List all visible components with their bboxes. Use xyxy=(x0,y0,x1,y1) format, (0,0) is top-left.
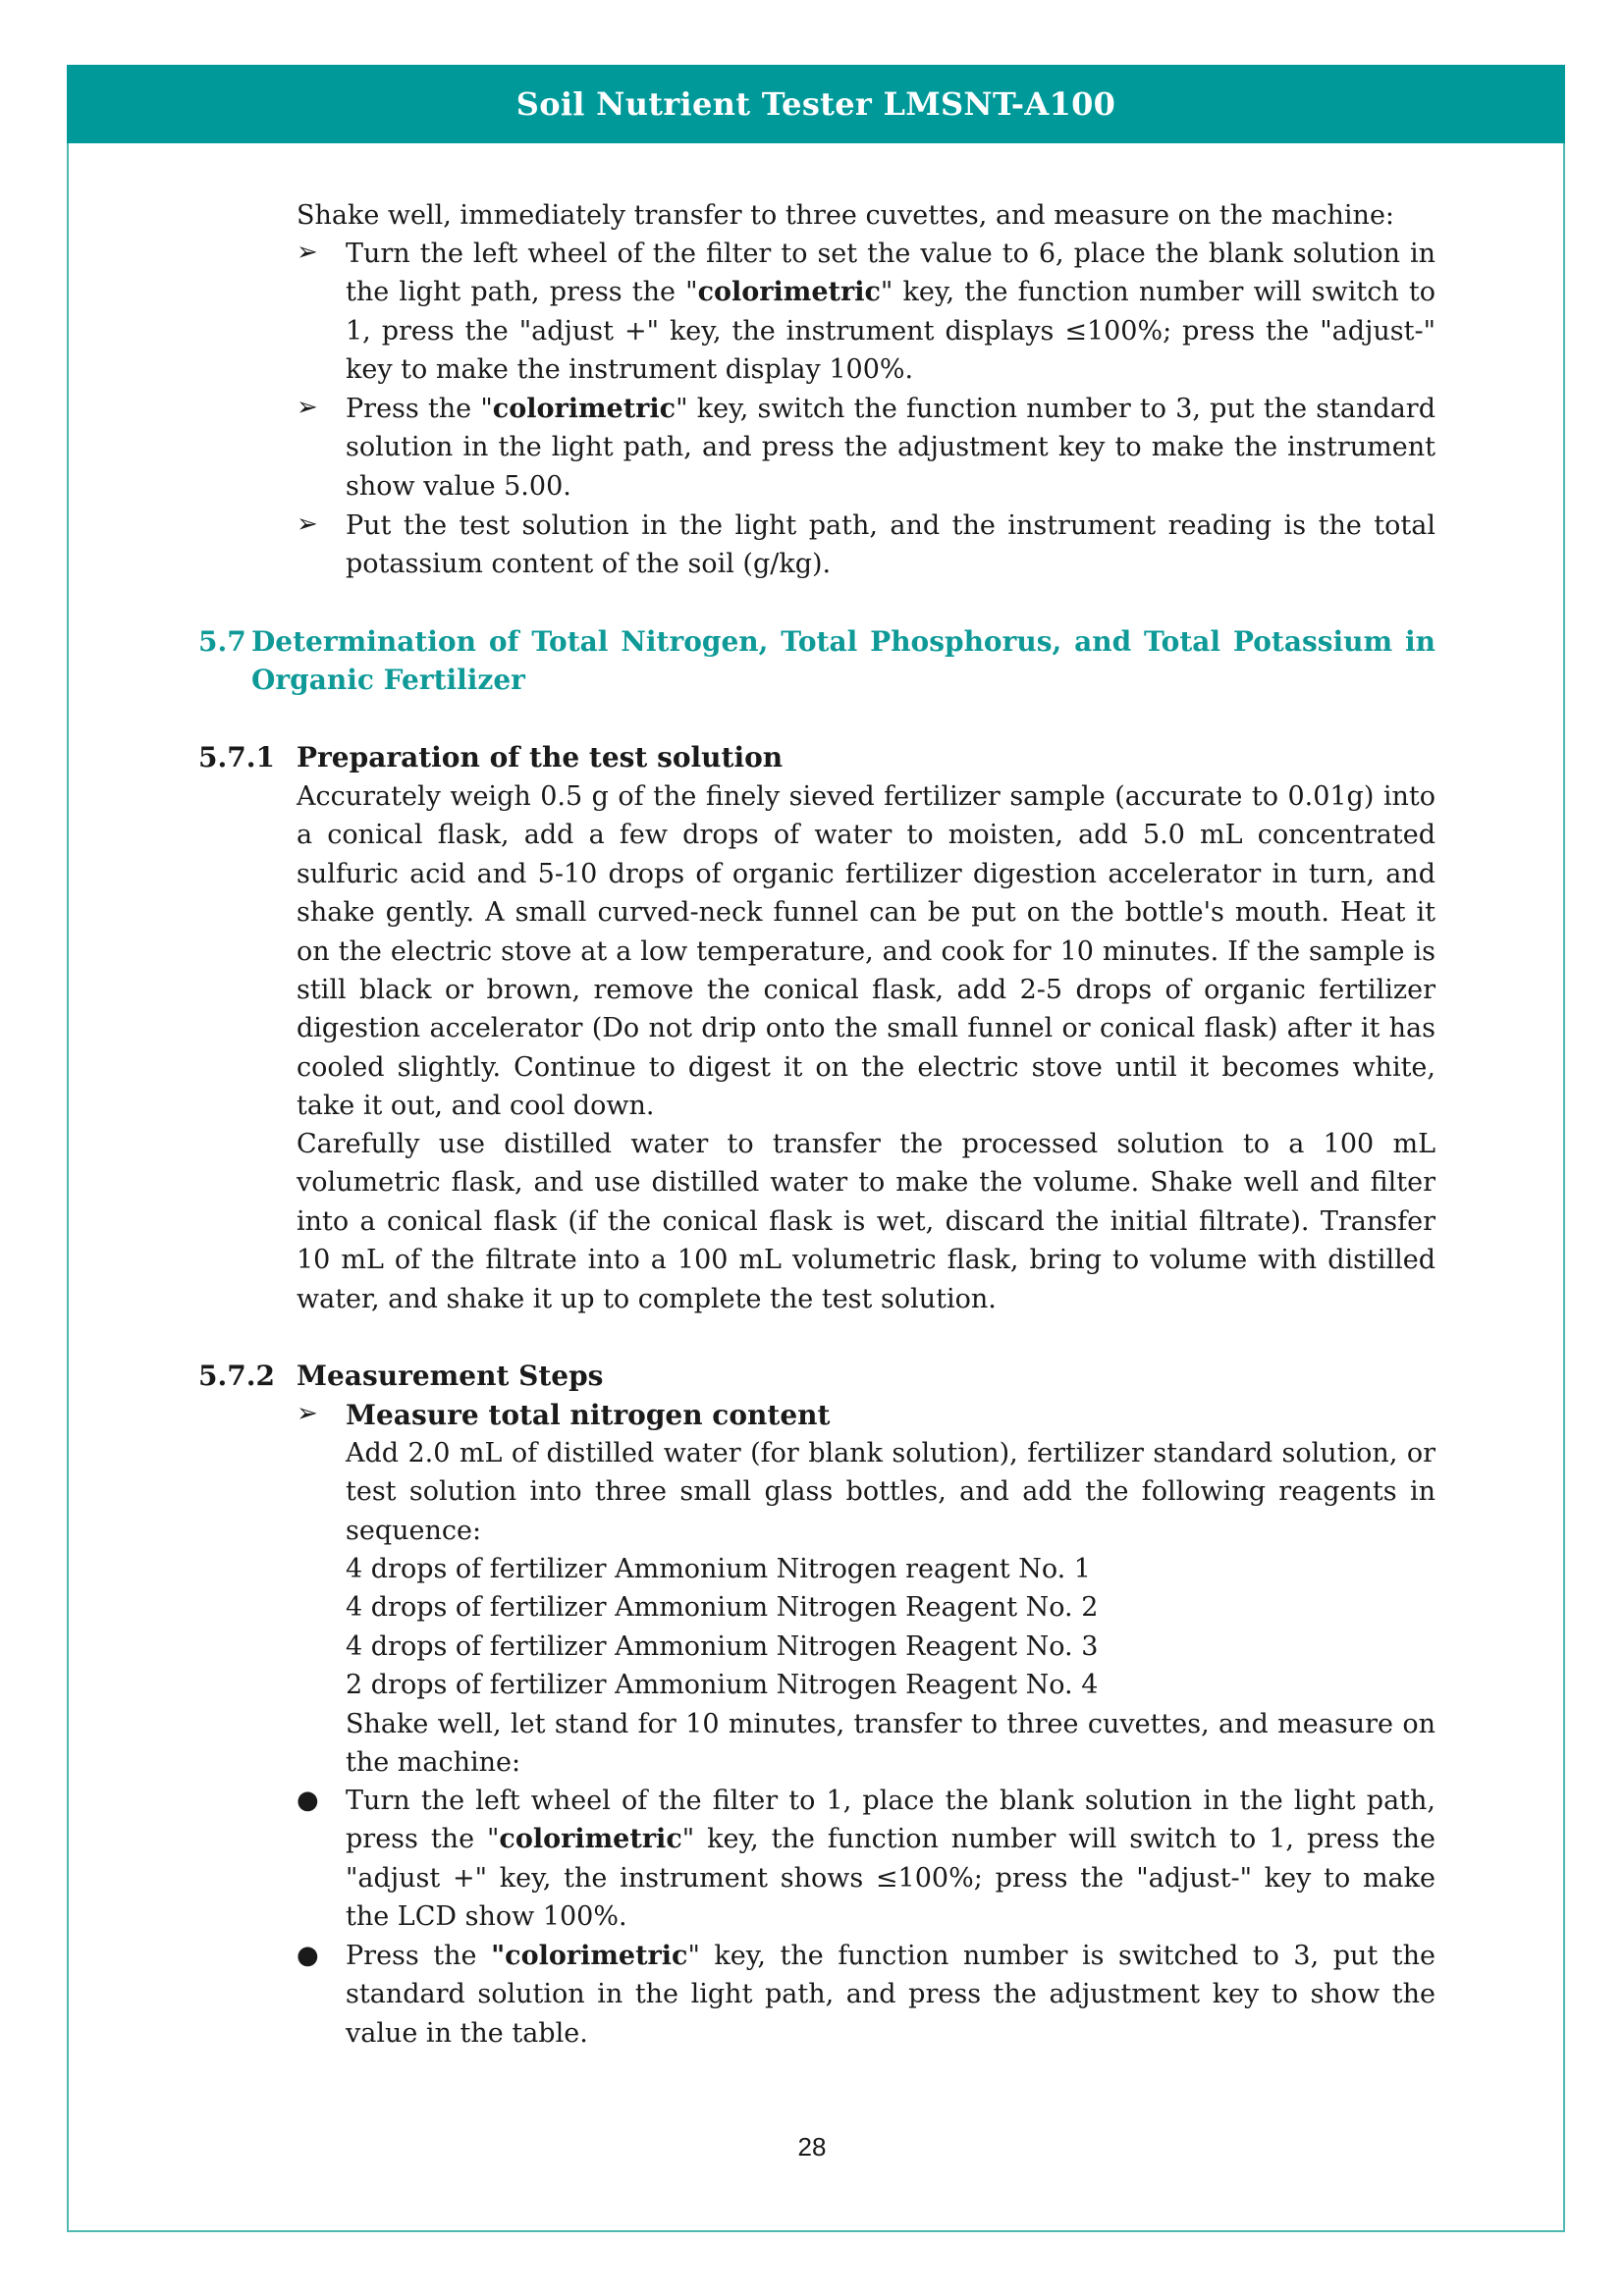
nitrogen-subtitle: Measure total nitrogen content xyxy=(346,1399,831,1431)
step-bold-keyword: colorimetric xyxy=(499,1824,682,1855)
nitrogen-step-2 xyxy=(346,1937,1435,2053)
arrowhead-bullet-icon: ➢ xyxy=(297,238,318,267)
potassium-step-1 xyxy=(346,235,1435,390)
step-text: Put the test solution in the light path, and the instrument reading is the total potassium content of the soil (g/kg). xyxy=(346,510,1435,580)
potassium-step-2 xyxy=(346,390,1435,506)
reagent-line: 4 drops of fertilizer Ammonium Nitrogen reagent No. 1 xyxy=(346,1554,1091,1584)
potassium-step-3 xyxy=(346,507,1435,584)
preparation-paragraph-1: Accurately weigh 0.5 g of the finely sieved fertilizer sample (accurate to 0.01g) into a conical flask, add a few drops of water to moisten, add 5.0 mL concentrated sulfuric acid and 5-10 drops of organic fertilizer digestion accelerator in turn, and shake gently. A small curved-neck funnel can be put on the bottle's mouth. Heat it on the electric stove at a low temperature, and cook for 10 minutes. If the sample is still black or brown, remove the conical flask, add 2-5 drops of organic fertilizer digestion accelerator (Do not drip onto the small funnel or conical flask) after it has cooled slightly. Continue to digest it on the electric stove until it becomes white, take it out, and cool down. xyxy=(297,781,1435,1122)
step-text: Press the " xyxy=(346,394,493,424)
step-text: " key, the function number will switch to 1, press the "adjust +" key, the instrument shows ≤100%; press the "adjust-" key to make the LCD show 100%. xyxy=(346,1824,1435,1933)
intro-text: Shake well, immediately transfer to three cuvettes, and measure on the machine: xyxy=(297,200,1395,231)
reagent-line: 4 drops of fertilizer Ammonium Nitrogen Reagent No. 3 xyxy=(346,1631,1099,1662)
round-bullet-icon: ● xyxy=(297,1786,319,1815)
step-text: " key, switch the function number to 3, put the standard solution in the light path, and press the adjustment key to make the instrument show value 5.00. xyxy=(346,394,1435,502)
arrowhead-bullet-icon: ➢ xyxy=(297,509,318,539)
nitrogen-step-1 xyxy=(346,1782,1435,1937)
section-5-7-1-number: 5.7.1 xyxy=(198,741,275,774)
page-header xyxy=(67,65,1565,143)
section-5-7-number: 5.7 xyxy=(198,625,246,658)
arrowhead-bullet-icon: ➢ xyxy=(297,393,318,422)
step-text: " key, the function number is switched to 3, put the standard solution in the light path, and press the adjustment key to show the value in the table. xyxy=(346,1941,1435,2049)
step-text: Turn the left wheel of the filter to set the value to 6, place the blank solution in the light path, press the " xyxy=(346,239,1435,308)
step-bold-keyword: colorimetric xyxy=(492,394,677,424)
reagent-line: 4 drops of fertilizer Ammonium Nitrogen Reagent No. 2 xyxy=(346,1592,1099,1623)
step-bold-keyword: colorimetric xyxy=(697,277,881,308)
step-text: Press the xyxy=(346,1941,492,1971)
section-5-7-2-title: Measurement Steps xyxy=(297,1360,604,1392)
section-5-7-1-title: Preparation of the test solution xyxy=(297,741,784,774)
step-bold-keyword: "colorimetric xyxy=(491,1941,688,1971)
nitrogen-outro: Shake well, let stand for 10 minutes, transfer to three cuvettes, and measure on the machine: xyxy=(346,1709,1435,1779)
round-bullet-icon: ● xyxy=(297,1941,319,1970)
reagent-line: 2 drops of fertilizer Ammonium Nitrogen Reagent No. 4 xyxy=(346,1670,1099,1700)
step-text: Turn the left wheel of the filter to 1, place the blank solution in the light path, press the " xyxy=(346,1786,1435,1855)
section-5-7-title-line2: Organic Fertilizer xyxy=(251,664,525,696)
section-5-7-title-line1: Determination of Total Nitrogen, Total Phosphorus, and Total Potassium in xyxy=(251,625,1435,658)
section-5-7-2-number: 5.7.2 xyxy=(198,1360,275,1392)
nitrogen-intro: Add 2.0 mL of distilled water (for blank solution), fertilizer standard solution, or test solution into three small glass bottles, and add the following reagents in sequence: xyxy=(346,1438,1435,1546)
arrowhead-bullet-icon: ➢ xyxy=(297,1399,318,1428)
preparation-paragraph-2: Carefully use distilled water to transfer the processed solution to a 100 mL volumetric flask, and use distilled water to make the volume. Shake well and filter into a conical flask (if the conical flask is wet, discard the initial filtrate). Transfer 10 mL of the filtrate into a 100 mL volumetric flask, bring to volume with distilled water, and shake it up to complete the test solution. xyxy=(297,1129,1435,1314)
step-text: " key, the function number will switch to 1, press the "adjust +" key, the instrument displays ≤100%; press the "adjust-" key to make the instrument display 100%. xyxy=(346,277,1435,386)
page-number: 28 xyxy=(797,2132,827,2162)
header-title: Soil Nutrient Tester LMSNT-A100 xyxy=(515,85,1116,123)
